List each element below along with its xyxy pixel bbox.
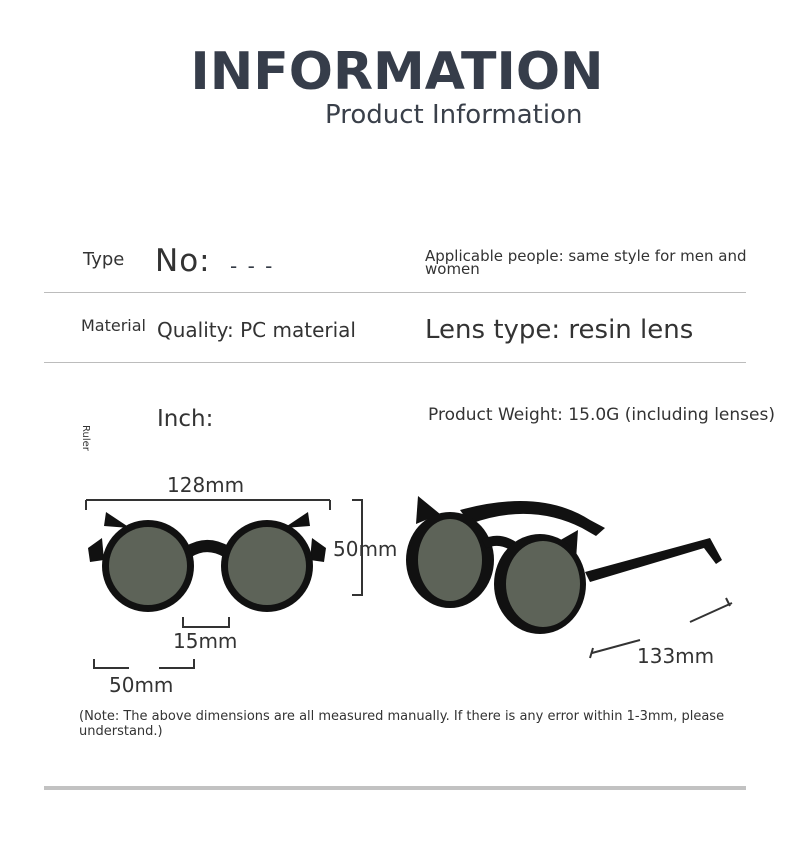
divider (44, 362, 746, 363)
divider (44, 292, 746, 293)
applicable-line-1: Applicable people: same style for men and (425, 247, 747, 265)
page-subtitle: Product Information (325, 100, 583, 130)
glasses-side-icon (406, 496, 722, 634)
no-value: - - - (230, 254, 275, 278)
measurement-note: (Note: The above dimensions are all measured manually. If there is any error within 1-3mm, please understand.) (79, 709, 725, 739)
page-title: INFORMATION (190, 42, 604, 102)
front-view-diagram (0, 460, 420, 710)
inch-label: Inch: (157, 406, 214, 432)
width-dimension-label: 128mm (167, 473, 245, 497)
applicable-people (425, 247, 747, 278)
width-dimension-line (86, 500, 330, 510)
no-label: No: (155, 243, 211, 279)
quality-value: Quality: PC material (157, 318, 356, 342)
glasses-front-icon (88, 512, 326, 612)
weight-value: Product Weight: 15.0G (including lenses) (428, 405, 775, 425)
side-view-diagram (400, 480, 780, 670)
temple-dimension-label: 133mm (637, 644, 715, 668)
lens-type-value: Lens type: resin lens (425, 315, 694, 345)
lens-dimension-line (94, 659, 194, 668)
lens-dimension-label: 50mm (109, 673, 174, 697)
bridge-dimension-line (183, 617, 229, 627)
material-label: Material (81, 316, 146, 335)
height-dimension-label: 50mm (333, 537, 398, 561)
bridge-dimension-label: 15mm (173, 629, 238, 653)
type-label: Type (83, 249, 125, 270)
footer-divider (44, 786, 746, 790)
ruler-label: Ruler (80, 425, 91, 451)
applicable-line-2: women (425, 260, 480, 278)
